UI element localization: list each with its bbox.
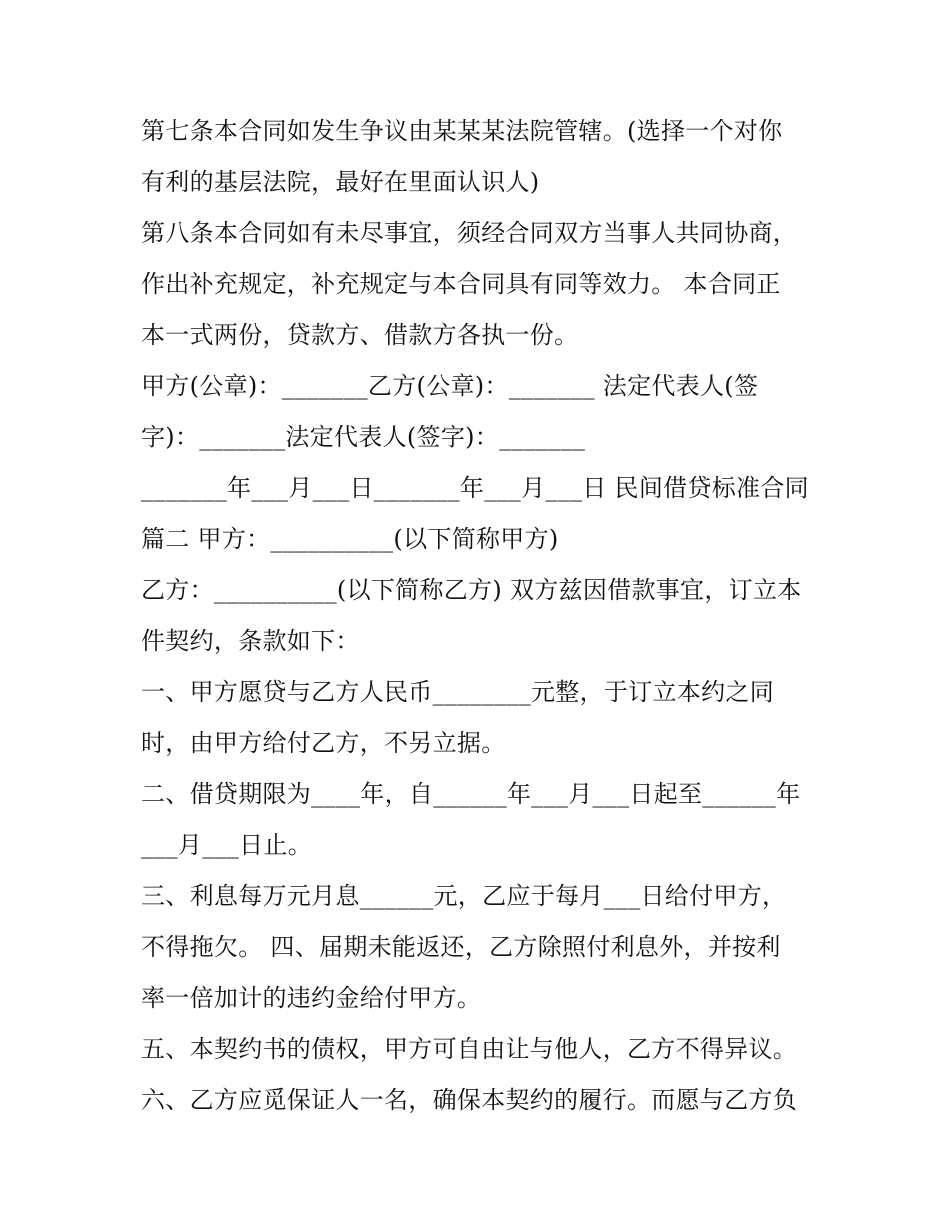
text-line: 字)：_______法定代表人(签字)：_______ [141,423,586,451]
text-line: 乙方：__________(以下简称乙方) 双方兹因借款事宜，订立本 [141,576,802,604]
text-line: 件契约，条款如下： [141,627,360,655]
document-body [141,106,831,1126]
text-line: 第七条本合同如发生争议由某某某法院管辖。(选择一个对你 [141,117,783,145]
text-line: 三、利息每万元月息______元，乙应于每月___日给付甲方， [141,882,787,910]
text-line: ___月___日止。 [141,831,312,859]
text-line: 时，由甲方给付乙方，不另立据。 [141,729,506,757]
text-line: 作出补充规定，补充规定与本合同具有同等效力。 本合同正 [141,270,781,298]
text-line: 甲方(公章)：_______乙方(公章)：_______ 法定代表人(签 [141,372,759,400]
text-line: 有利的基层法院，最好在里面认识人) [141,168,540,196]
text-line: 第八条本合同如有未尽事宜，须经合同双方当事人共同协商， [141,219,798,247]
text-line: 篇二 甲方：__________(以下简称甲方) [141,525,559,553]
text-line: 一、甲方愿贷与乙方人民币________元整，于订立本约之同 [141,678,774,706]
text-line: _______年___月___日_______年___月___日 民间借贷标准合同 [141,474,809,502]
text-line: 率一倍加计的违约金给付甲方。 [141,984,482,1012]
text-line: 本一式两份，贷款方、借款方各执一份。 [141,321,579,349]
text-line: 六、乙方应觅保证人一名，确保本契约的履行。而愿与乙方负 [141,1086,798,1114]
text-line: 二、借贷期限为____年，自______年___月___日起至______年 [141,780,801,808]
text-line: 五、本契约书的债权，甲方可自由让与他人，乙方不得异议。 [141,1035,798,1063]
text-line: 不得拖欠。 四、届期未能返还，乙方除照付利息外，并按利 [141,933,781,961]
